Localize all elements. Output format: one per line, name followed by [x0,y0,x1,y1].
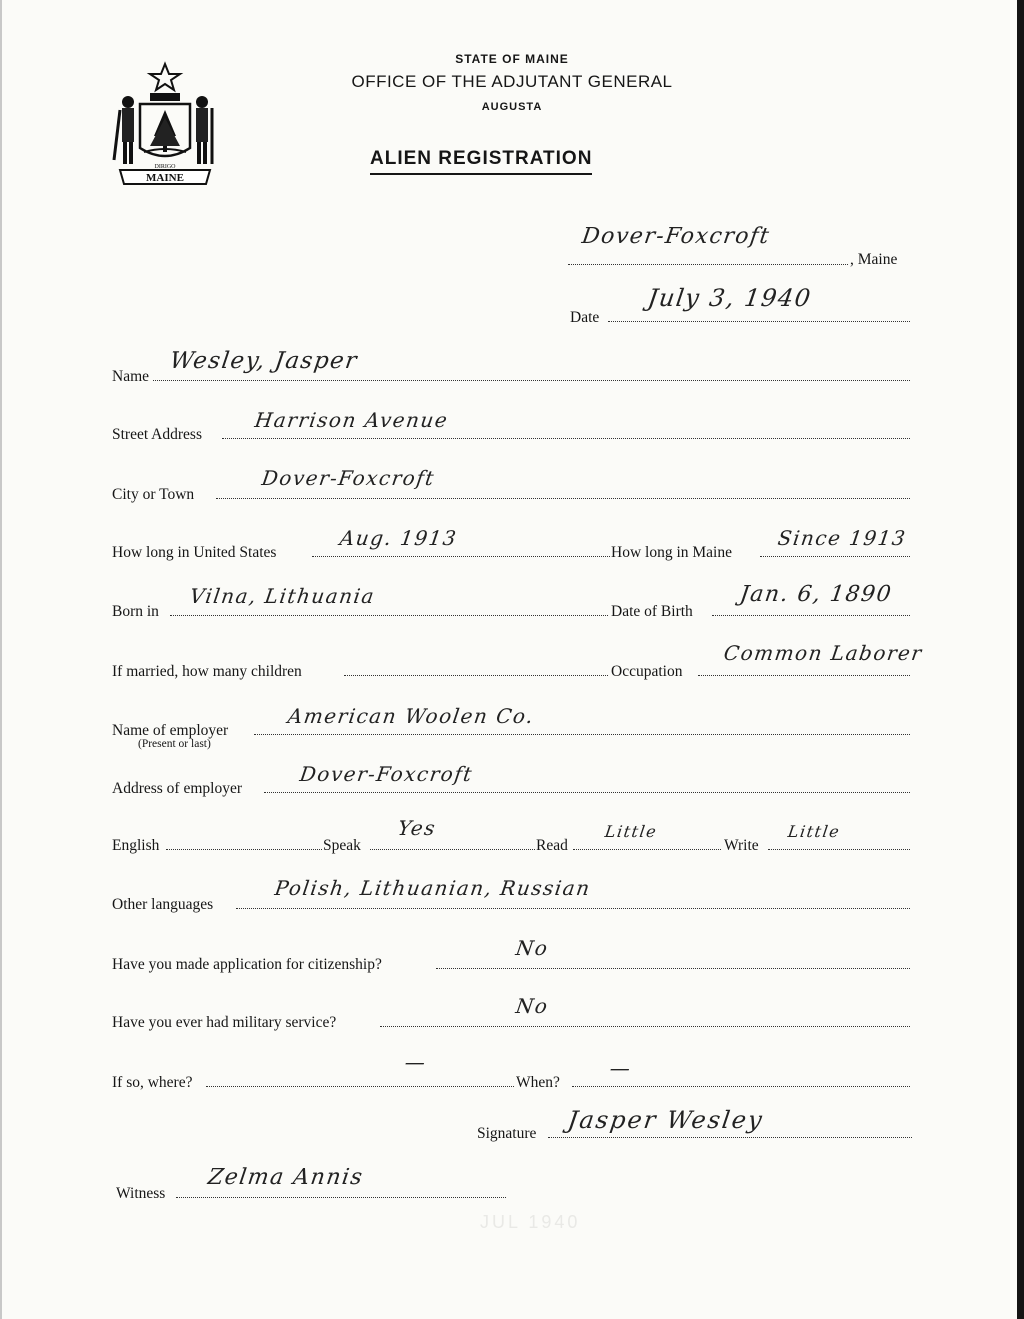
speak-label: Speak [323,837,361,854]
when-value: — [608,1056,634,1080]
maine-duration-label: How long in Maine [611,544,732,561]
employer-address-line [264,792,910,793]
signature-value: Jasper Wesley [566,1106,766,1134]
children-line [344,675,608,676]
write-value: Little [786,822,842,841]
citizenship-value: No [514,936,551,960]
dob-line [712,615,910,616]
military-label: Have you ever had military service? [112,1014,337,1031]
military-value: No [514,994,551,1018]
employer-line [254,734,910,735]
witness-label: Witness [116,1185,166,1202]
maine-duration-line [760,556,910,557]
english-line [166,849,322,850]
scan-edge-left [0,0,2,1319]
where-value: — [403,1050,429,1074]
read-value: Little [603,822,659,841]
us-duration-label: How long in United States [112,544,277,561]
name-line [153,380,910,381]
occupation-line [698,675,910,676]
read-line [573,849,721,850]
english-label: English [112,837,160,854]
svg-text:MAINE: MAINE [146,172,184,184]
dob-label: Date of Birth [611,603,693,620]
employer-address-label: Address of employer [112,780,242,797]
received-stamp: JUL 1940 [480,1212,581,1232]
employer-value: American Woolen Co. [286,704,536,728]
occupation-label: Occupation [611,663,683,680]
born-in-line [170,615,608,616]
name-label: Name [112,368,150,385]
witness-value: Zelma Annis [206,1165,366,1190]
city-line [216,498,910,499]
signature-label: Signature [477,1125,537,1142]
place-line [568,264,848,265]
street-address-value: Harrison Avenue [253,408,450,432]
employer-label: Name of employer [112,722,229,739]
where-line [206,1086,514,1087]
form-title: ALIEN REGISTRATION [370,148,592,175]
date-line [608,321,910,322]
name-value: Wesley, Jasper [168,348,360,374]
read-label: Read [536,837,568,854]
other-languages-line [236,908,910,909]
speak-line [370,849,535,850]
maine-duration-value: Since 1913 [776,526,908,550]
date-label: Date [570,309,600,326]
city-value: Dover-Foxcroft [260,466,437,490]
witness-line [176,1197,506,1198]
write-label: Write [724,837,759,854]
place-suffix: , Maine [850,251,898,268]
write-line [768,849,910,850]
born-in-label: Born in [112,603,159,620]
employer-address-value: Dover-Foxcroft [298,762,475,786]
employer-sublabel: (Present or last) [138,738,211,750]
where-label: If so, where? [112,1074,193,1091]
scan-edge-right [1017,0,1024,1319]
date-value: July 3, 1940 [646,284,814,312]
when-line [572,1086,910,1087]
header-city: AUGUSTA [481,101,543,113]
svg-text:DIRIGO: DIRIGO [154,164,176,170]
header-office: OFFICE OF THE ADJUTANT GENERAL [351,72,673,91]
street-address-line [222,438,910,439]
us-duration-value: Aug. 1913 [338,526,459,550]
header-state: STATE OF MAINE [455,52,569,66]
street-address-label: Street Address [112,426,202,443]
dob-value: Jan. 6, 1890 [738,582,894,607]
citizenship-label: Have you made application for citizenship? [112,956,382,973]
citizenship-line [436,968,910,969]
place-value: Dover-Foxcroft [580,224,772,249]
signature-line [548,1137,912,1138]
other-languages-label: Other languages [112,896,214,913]
children-label: If married, how many children [112,663,302,680]
military-line [380,1026,910,1027]
city-label: City or Town [112,486,195,503]
when-label: When? [516,1074,560,1091]
other-languages-value: Polish, Lithuanian, Russian [273,876,593,900]
occupation-value: Common Laborer [722,641,925,665]
born-in-value: Vilna, Lithuania [188,584,377,608]
speak-value: Yes [396,816,438,840]
us-duration-line [312,556,610,557]
